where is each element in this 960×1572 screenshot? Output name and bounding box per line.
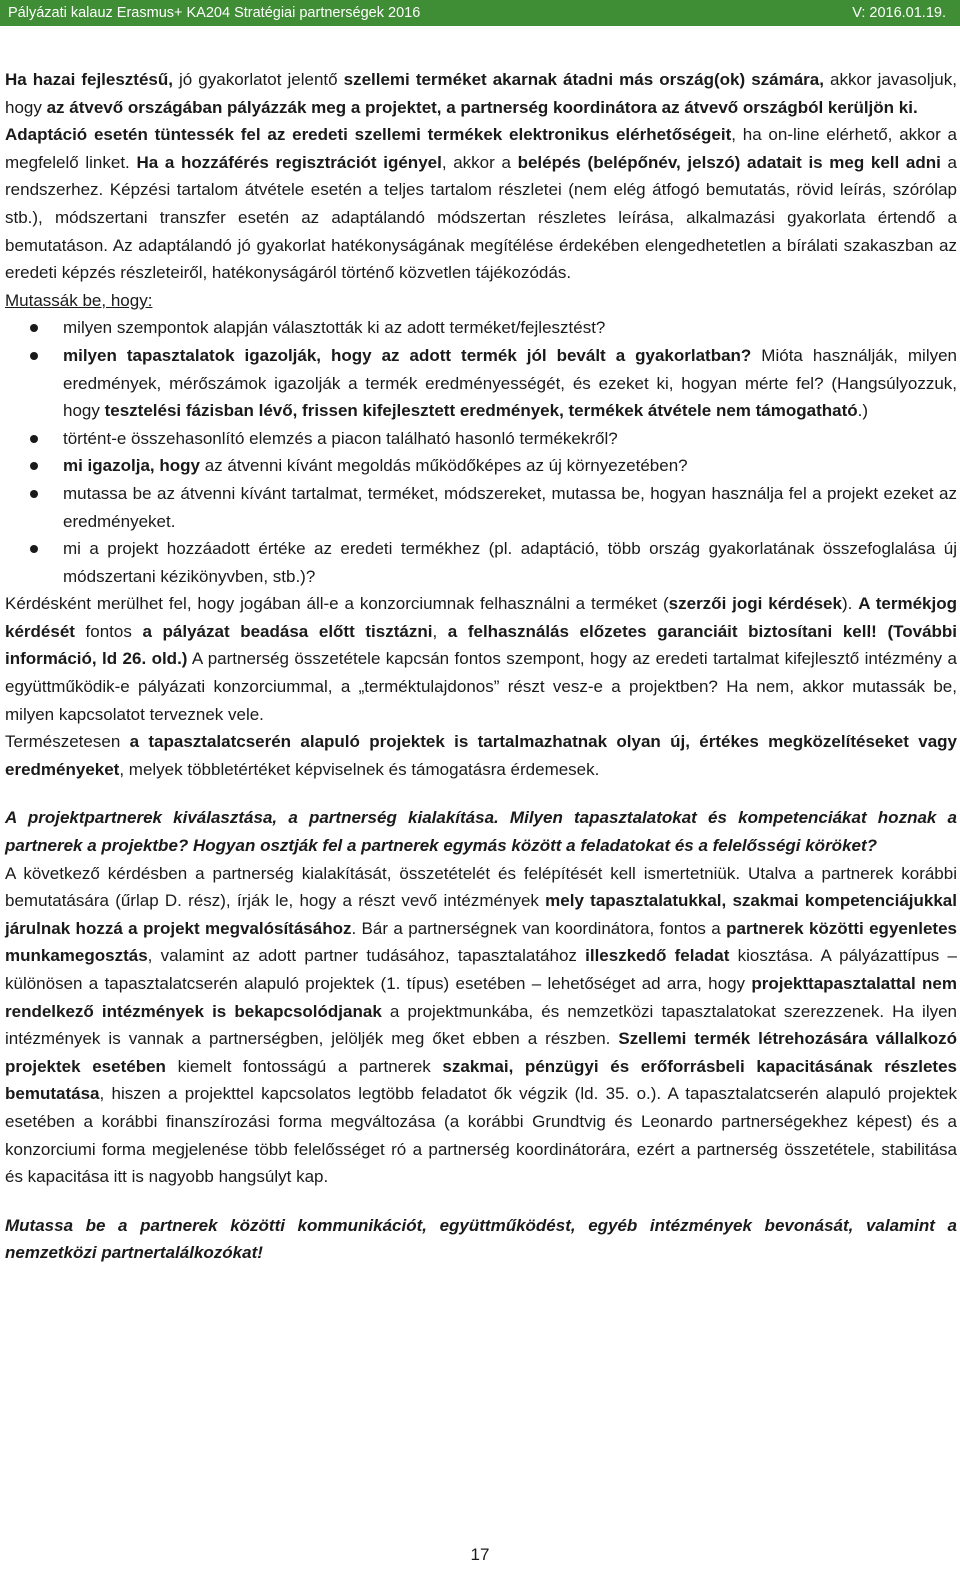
text-run: Ha a hozzáférés regisztrációt igényel: [136, 152, 442, 172]
text-run: mely tapasztalatukkal, szakmai kompetenciájukkal járulnak hozzá a projekt megvalósításához: [5, 891, 957, 938]
text-run: szellemi terméket akarnak átadni más ország(ok) számára,: [343, 70, 824, 89]
bullet-icon: [30, 545, 38, 553]
text-run: Mutassák be, hogy:: [5, 290, 153, 310]
text-run: mutassa be az átvenni kívánt tartalmat, terméket, módszereket, mutassa be, hogyan használja fel a projekt ezeket az eredményeket.: [63, 483, 957, 531]
list-item: [5, 480, 957, 535]
text-run: tesztelési fázisban lévő, frissen kifejlesztett eredmények, termékek átvétele nem támogatható: [104, 401, 858, 421]
list-item-text: [63, 456, 688, 475]
text-run: , akkor a: [441, 152, 518, 172]
text-run: mi igazolja, hogy: [63, 456, 200, 476]
text-run: a rendszerhez. Képzési tartalom átvétele esetén a teljes tartalom részletei (nem elég átfogó bemutatás, rövid leírás, szórólap stb.), módszertani transzfer esetén az adaptálandó módszertan részletes leírása, alkalmazási gyakorlata értendő a bemutatáson. Az adaptálandó jó gyakorlat hatékonyságának megítélése érdekében elengedhetetlen a bírálati szakaszban az eredeti képzés részleteiről, hatékonyságáról történő közvetlen tájékozódás.: [5, 152, 957, 283]
version-label: V: 2016.01.19.: [852, 5, 946, 21]
text-run: a felhasználás előzetes garanciáit biztosítani kell! (További információ, ld 26. old.): [5, 621, 958, 669]
bullet-icon: [30, 352, 38, 360]
text-run: belépés (belépőnév, jelszó) adatait is meg kell adni: [517, 152, 941, 172]
text-run: , hiszen a projekttel kapcsolatos legtöbb feladatot ők végzik (ld. 35. o.). A tapasztalatcserén alapuló projektek esetében a korábbi finanszírozási forma megváltozása (a korábbi Grundtvig és Leonardo partnerségekhez képest) és a konzorciumi forma megjelenése több felelősséget ró a partnerség koordinátorára, ezért a partnerség összetétele, stabilitása és kapacitása itt is nagyobb hangsúlyt kap.: [5, 1084, 957, 1187]
text-run: , ha on-line elérhető, akkor a megfelelő linket.: [5, 125, 957, 172]
paragraph-partnerseg: [5, 860, 957, 1191]
text-run: történt-e összehasonlító elemzés a piacon található hasonló termékekről?: [63, 428, 618, 448]
text-run: Szellemi termék létrehozására vállalkozó projektek esetében: [5, 1029, 958, 1076]
document-title: Pályázati kalauz Erasmus+ KA204 Stratégiai partnerségek 2016: [8, 5, 421, 21]
text-run: a projektmunkába, és nemzetközi tapasztalatokat szerezzenek. Ha ilyen intézmények is vannak a partnerségben, jelöljék meg őket ebben a részben.: [5, 1001, 957, 1049]
section-heading-kommunikacio: [5, 1212, 957, 1267]
paragraph-tapasztalatcsere: [5, 728, 957, 783]
list-item-text: [63, 539, 957, 586]
text-run: .): [857, 401, 869, 421]
text-run: Kérdésként merülhet fel, hogy jogában áll-e a konzorciumnak felhasználni a terméket (: [5, 594, 669, 614]
text-run: fontos: [74, 621, 143, 641]
text-run: akkor javasoljuk, hogy: [5, 70, 957, 117]
text-run: Mutassa be a partnerek közötti kommunikációt, együttműködést, egyéb intézmények bevonását, valamint a nemzetközi partnertalálkozókat!: [5, 1215, 957, 1263]
text-run: Természetesen: [5, 732, 130, 752]
list-item: [5, 452, 957, 480]
text-run: kiosztása. A pályázattípus – különösen a tapasztalatcserén alapuló projektek (1. típus) esetében – lehetőséget ad arra, hogy: [5, 946, 957, 993]
paragraph-adaptacio: [5, 121, 957, 287]
text-run: illeszkedő feladat: [585, 946, 730, 966]
requirements-list: [5, 314, 957, 590]
text-run: mi a projekt hozzáadott értéke az eredeti termékhez (pl. adaptáció, több ország gyakorlatának összefoglalása új módszertani kézikönyvben, stb.)?: [63, 539, 957, 586]
bullet-icon: [30, 462, 38, 470]
paragraph-hazai-fejlesztes: [5, 66, 957, 121]
text-run: az átvenni kívánt megoldás működőképes az új környezetében?: [199, 456, 688, 476]
text-run: A termékjog kérdését: [5, 594, 957, 641]
bullet-icon: [30, 490, 38, 498]
text-run: partnerek közötti egyenletes munkamegosztás: [5, 918, 957, 966]
text-run: kiemelt fontosságú a partnerek: [165, 1056, 443, 1076]
text-run: Adaptáció esetén tüntessék fel az eredeti szellemi termékek elektronikus elérhetőségeit: [5, 125, 732, 145]
text-run: A következő kérdésben a partnerség kialakítását, összetételét és felépítését kell ismertetniük. Utalva a partnerek korábbi bemutatására (űrlap D. rész), írják le, hogy a részt vevő intézmények: [5, 863, 957, 911]
bullet-icon: [30, 435, 38, 443]
list-item-text: [63, 484, 957, 531]
paragraph-mutassak-be: [5, 287, 957, 315]
text-run: Ha hazai fejlesztésű,: [5, 70, 173, 89]
running-header: [0, 0, 960, 26]
text-run: ).: [841, 594, 859, 614]
list-item-text: [63, 346, 957, 420]
text-run: a pályázat beadása előtt tisztázni: [142, 621, 433, 641]
section-heading-partnerseg: [5, 804, 957, 859]
text-run: szakmai, pénzügyi és erőforrásbeli kapacitásának részletes bemutatása: [5, 1056, 957, 1104]
text-run: , melyek többletértéket képviselnek és támogatásra érdemesek.: [119, 759, 600, 779]
text-run: projekttapasztalattal nem rendelkező intézmények is bekapcsolódjanak: [5, 974, 957, 1021]
text-run: Mióta használják, milyen eredmények, mérőszámok igazolják a termék eredményességét, és ezeket ki, hogyan mérte fel? (Hangsúlyozzuk, hogy: [63, 345, 957, 421]
text-run: . Bár a partnerségnek van koordinátora, fontos a: [351, 918, 727, 938]
text-run: milyen tapasztalatok igazolják, hogy az adott termék jól bevált a gyakorlatban?: [63, 345, 752, 365]
page-body: [5, 66, 957, 1267]
bullet-icon: [30, 324, 38, 332]
page-number: 17: [470, 1545, 490, 1564]
text-run: A projektpartnerek kiválasztása, a partnerség kialakítása. Milyen tapasztalatokat és kompetenciákat hoznak a partnerek a projektbe? Hogyan osztják fel a partnerek egymás között a feladatokat és a felelősségi köröket?: [5, 808, 957, 856]
text-run: szerzői jogi kérdések: [668, 594, 842, 614]
list-item-text: [63, 318, 605, 337]
text-run: ,: [432, 621, 448, 641]
list-item-text: [63, 429, 618, 448]
list-item: [5, 425, 957, 453]
list-item: [5, 535, 957, 590]
paragraph-szerzoi-jog: [5, 590, 957, 728]
text-run: a tapasztalatcserén alapuló projektek is tartalmazhatnak olyan új, értékes megközelítéseket vagy eredményeket: [5, 732, 957, 779]
text-run: , valamint az adott partner tudásához, tapasztalatához: [147, 946, 586, 966]
text-run: az átvevő országában pályázzák meg a projektet, a partnerség koordinátora az átvevő országból kerüljön ki.: [46, 97, 918, 117]
list-item: [5, 314, 957, 342]
text-run: milyen szempontok alapján választották ki az adott terméket/fejlesztést?: [63, 318, 606, 338]
text-run: jó gyakorlatot jelentő: [172, 70, 344, 89]
text-run: A partnerség összetétele kapcsán fontos szempont, hogy az eredeti tartalmat kifejlesztő intézmény a együttműködik-e pályázati konzorciummal, a „terméktulajdonos” részt vesz-e a projektben? Ha nem, akkor mutassák be, milyen kapcsolatot terveznek vele.: [5, 649, 957, 724]
list-item: [5, 342, 957, 425]
